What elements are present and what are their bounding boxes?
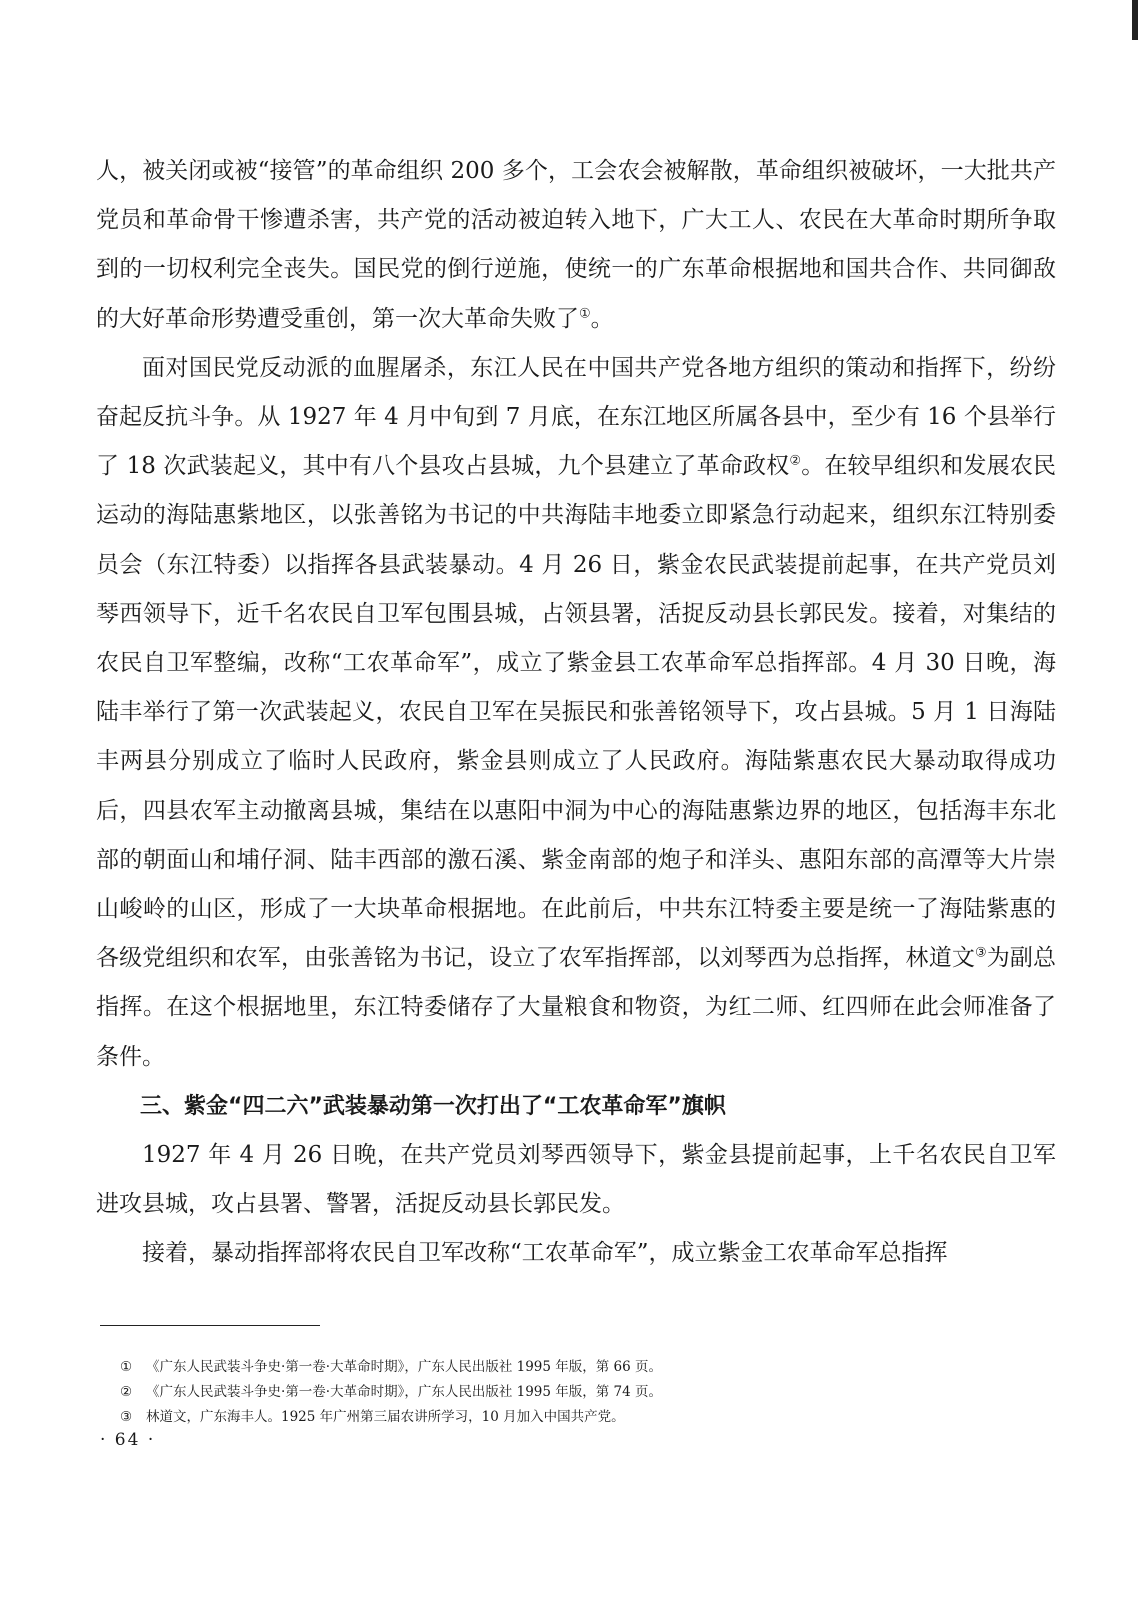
footnotes [120, 1355, 1020, 1430]
paragraph-2-part1: 面对国民党反动派的血腥屠杀，东江人民在中国共产党各地方组织的策动和指挥下，纷纷奋起反抗斗争。从 1927 年 4 月中旬到 7 月底，在东江地区所属各县中，至少有 16 个县举行了 18 次武装起义，其中有八个县攻占县城，九个县建立了革命政权 [96, 354, 1056, 480]
page-number: · 64 · [100, 1430, 156, 1450]
paragraph-1-text: 人，被关闭或被“接管”的革命组织 200 多个，工会农会被解散，革命组织被破坏，一大批共产党员和革命骨干惨遭杀害，共产党的活动被迫转入地下，广大工人、农民在大革命时期所争取到的一切权利完全丧失。国民党的倒行逆施，使统一的广东革命根据地和国共合作、共同御敌的大好革命形势遭受重创，第一次大革命失败了 [96, 158, 1056, 332]
body-text [96, 147, 1056, 1279]
paragraph-4: 接着，暴动指挥部将农民自卫军改称“工农革命军”，成立紫金工农革命军总指挥 [142, 1240, 948, 1267]
paragraph-1-tail: 。 [590, 305, 614, 332]
scan-edge-mark [1132, 0, 1138, 40]
paragraph-2 [96, 344, 1056, 1082]
paragraph-2-part2: 。在较早组织和发展农民运动的海陆惠紫地区，以张善铭为书记的中共海陆丰地委立即紧急行动起来，组织东江特别委员会（东江特委）以指挥各县武装暴动。4 月 26 日，紫金农民武装提前起事，在共产党员刘琴西领导下，近千名农民自卫军包围县城，占领县署，活捉反动县长郭民发。接着，对集结的农民自卫军整编，改称“工农革命军”，成立了紫金县工农革命军总指挥部。4 月 30 日晚，海陆丰举行了第一次武装起义，农民自卫军在吴振民和张善铭领导下，攻占县城。5 月 1 日海陆丰两县分别成立了临时人民政府，紫金县则成立了人民政府。海陆紫惠农民大暴动取得成功后，四县农军主动撤离县城，集结在以惠阳中洞为中心的海陆惠紫边界的地区，包括海丰东北部的朝面山和埔仔洞、陆丰西部的激石溪、紫金南部的炮子和洋头、惠阳东部的高潭等大片崇山峻岭的山区，形成了一大块革命根据地。在此前后，中共东江特委主要是统一了海陆紫惠的各级党组织和农军，由张善铭为书记，设立了农军指挥部，以刘琴西为总指挥，林道文 [96, 453, 1057, 972]
footnote-ref-2[interactable]: ② [789, 453, 802, 469]
footnote-2 [120, 1380, 1020, 1405]
footnote-text: 《广东人民武装斗争史·第一卷·大革命时期》，广东人民出版社 1995 年版，第 66 页。 [146, 1359, 663, 1375]
section-heading: 三、紫金“四二六”武装暴动第一次打出了“工农革命军”旗帜 [140, 1093, 726, 1119]
footnote-mark: ③ [120, 1409, 133, 1425]
footnote-1 [120, 1355, 1020, 1380]
footnote-ref-3[interactable]: ③ [974, 945, 987, 961]
paragraph-2-part3: 为副总指挥。在这个根据地里，东江特委储存了大量粮食和物资，为红二师、红四师在此会师准备了条件。 [96, 945, 1057, 1070]
footnote-separator [100, 1325, 320, 1326]
footnote-3 [120, 1405, 1020, 1430]
footnote-mark: ② [120, 1384, 133, 1400]
paragraph-1 [96, 147, 1056, 344]
footnote-ref-1[interactable]: ① [579, 305, 591, 321]
footnote-text: 《广东人民武装斗争史·第一卷·大革命时期》，广东人民出版社 1995 年版，第 74 页。 [146, 1384, 663, 1400]
footnote-mark: ① [120, 1359, 133, 1375]
paragraph-3: 1927 年 4 月 26 日晚，在共产党员刘琴西领导下，紫金县提前起事，上千名农民自卫军进攻县城，攻占县署、警署，活捉反动县长郭民发。 [96, 1142, 1056, 1218]
footnote-text: 林道文，广东海丰人。1925 年广州第三届农讲所学习，10 月加入中国共产党。 [146, 1409, 625, 1425]
